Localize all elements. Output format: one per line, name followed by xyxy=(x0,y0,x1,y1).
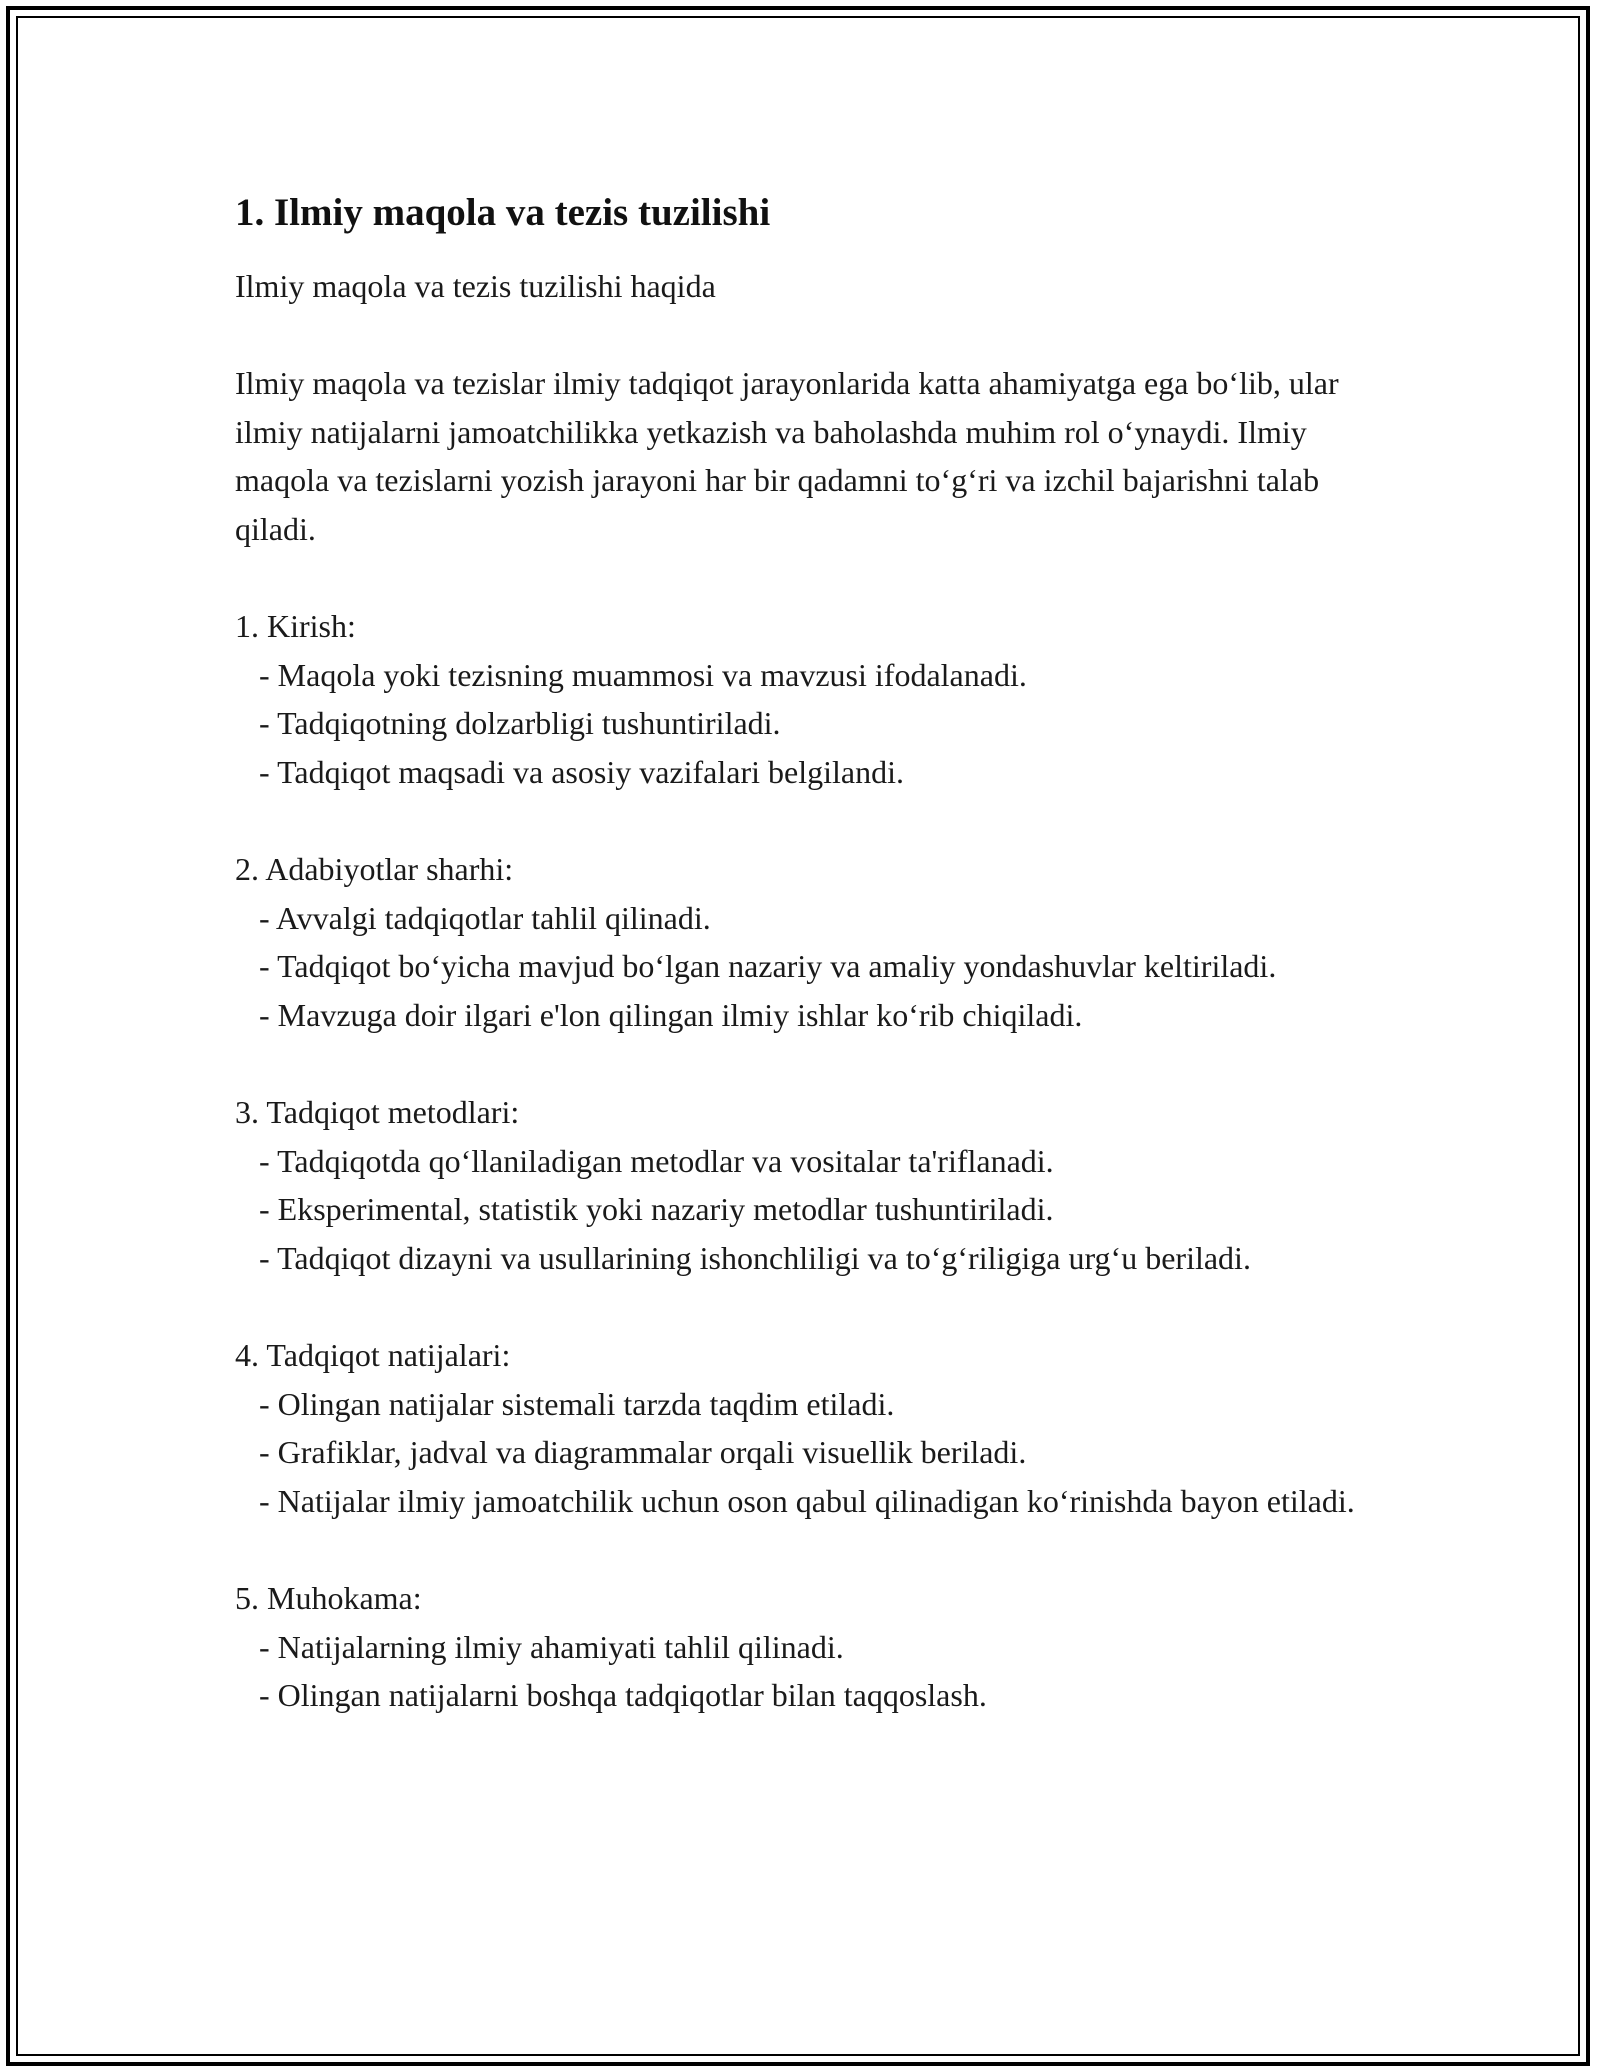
document-title: 1. Ilmiy maqola va tezis tuzilishi xyxy=(235,191,771,234)
document-body xyxy=(235,186,1365,1720)
section-kirish xyxy=(235,602,1365,796)
list-item: - Tadqiqotda qo‘llaniladigan metodlar va vositalar ta'riflanadi. xyxy=(235,1142,1054,1179)
list-item: - Tadqiqot maqsadi va asosiy vazifalari belgilandi. xyxy=(235,753,904,790)
section-heading: 2. Adabiyotlar sharhi: xyxy=(235,851,514,887)
list-item: - Tadqiqotning dolzarbligi tushuntiriladi. xyxy=(235,705,781,741)
list-item: - Mavzuga doir ilgari e'lon qilingan ilmiy ishlar ko‘rib chiqiladi. xyxy=(235,996,1083,1033)
section-tadqiqot-metodlari xyxy=(235,1088,1365,1282)
list-item: - Maqola yoki tezisning muammosi va mavzusi ifodalanadi. xyxy=(235,656,1027,693)
section-muhokama xyxy=(235,1574,1365,1720)
list-item: - Olingan natijalarni boshqa tadqiqotlar bilan taqqoslash. xyxy=(235,1677,987,1713)
section-heading: 1. Kirish: xyxy=(235,608,356,644)
document-subtitle: Ilmiy maqola va tezis tuzilishi haqida xyxy=(235,268,716,304)
list-item: - Grafiklar, jadval va diagrammalar orqali visuellik beriladi. xyxy=(235,1434,1027,1470)
list-item: - Natijalarning ilmiy ahamiyati tahlil qilinadi. xyxy=(235,1628,844,1665)
list-item: - Avvalgi tadqiqotlar tahlil qilinadi. xyxy=(235,899,711,936)
section-adabiyotlar-sharhi xyxy=(235,845,1365,1039)
section-heading: 5. Muhokama: xyxy=(235,1580,422,1616)
list-item: - Tadqiqot bo‘yicha mavjud bo‘lgan nazariy va amaliy yondashuvlar keltiriladi. xyxy=(235,948,1277,984)
list-item: - Olingan natijalar sistemali tarzda taqdim etiladi. xyxy=(235,1385,895,1422)
section-heading: 4. Tadqiqot natijalari: xyxy=(235,1337,511,1373)
section-tadqiqot-natijalari xyxy=(235,1331,1365,1525)
section-heading: 3. Tadqiqot metodlari: xyxy=(235,1094,520,1130)
list-item: - Tadqiqot dizayni va usullarining ishonchliligi va to‘g‘riligiga urg‘u beriladi. xyxy=(235,1239,1251,1276)
intro-paragraph: Ilmiy maqola va tezislar ilmiy tadqiqot jarayonlarida katta ahamiyatga ega bo‘lib, ular ilmiy natijalarni jamoatchilikka yetkazish va baholashda muhim rol o‘ynaydi. Ilmiy maqola va tezislarni yozish jarayoni har bir qadamni to‘g‘ri va izchil bajarishni talab qiladi. xyxy=(235,365,1339,547)
list-item: - Natijalar ilmiy jamoatchilik uchun oson qabul qilinadigan ko‘rinishda bayon etiladi. xyxy=(235,1482,1355,1519)
list-item: - Eksperimental, statistik yoki nazariy metodlar tushuntiriladi. xyxy=(235,1191,1054,1227)
